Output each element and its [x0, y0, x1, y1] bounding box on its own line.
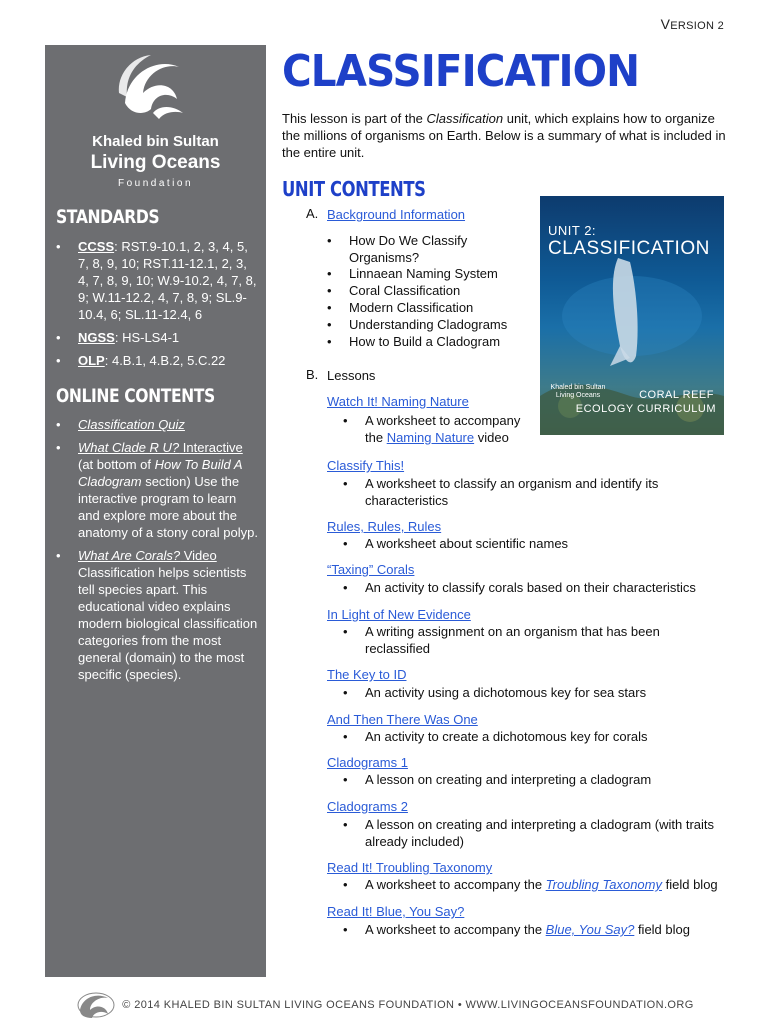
- logo-line2: Living Oceans: [90, 152, 221, 173]
- logo-line1: Khaled bin Sultan: [92, 133, 219, 150]
- ccss-text: : RST.9-10.1, 2, 3, 4, 5, 7, 8, 9, 10; RST.11-12.1, 2, 3, 4, 7, 8, 9, 10; W.9-10.2, 4, 7, 8, 9; W.11-12.2, 4, 7, 8, 9; SL.9-10.4, 6; SL.11-12.4, 6: [78, 239, 257, 322]
- lesson-desc-text: A writing assignment on an organism that has been reclassified: [365, 624, 660, 656]
- standard-ngss: [56, 329, 261, 346]
- standard-ccss: [56, 238, 261, 323]
- lesson-desc: • A worksheet to accompany the Blue, You Say? field blog: [343, 922, 690, 937]
- unit-cover-image: [540, 196, 724, 435]
- section-a-label: A.: [306, 206, 319, 221]
- background-item-text: Linnaean Naming System: [349, 266, 498, 281]
- lesson-desc: • A worksheet to accompany the Troubling Taxonomy field blog: [343, 877, 718, 892]
- troubling-taxonomy-link[interactable]: Troubling Taxonomy: [545, 877, 662, 892]
- section-b-label: B.: [306, 367, 319, 382]
- lessons-label: Lessons: [327, 368, 376, 383]
- lesson-desc-text: A lesson on creating and interpreting a cladogram (with traits already included): [365, 817, 715, 849]
- sidebar: [45, 45, 266, 977]
- blue-you-say-link[interactable]: Blue, You Say?: [545, 922, 635, 937]
- list-item: • Coral Classification: [327, 283, 461, 298]
- ccss-label[interactable]: CCSS: [78, 239, 115, 254]
- lesson-link-watch-it[interactable]: Watch It! Naming Nature: [327, 394, 469, 409]
- online-item-quiz: [56, 416, 261, 433]
- standards-list: [56, 238, 261, 375]
- lesson-desc-text: A worksheet to accompany the: [365, 877, 546, 892]
- clade-desc-2: section) Use the interactive program to learn and explore more about the anatomy of a stony coral polyp.: [78, 474, 258, 540]
- intro-paragraph: [282, 110, 727, 161]
- lesson-link-new-evidence[interactable]: In Light of New Evidence: [327, 607, 471, 622]
- corals-video-desc: Classification helps scientists tell species apart. This educational video explains modern biological classification categories from the most general (domain) to the most specific (species).: [78, 565, 258, 682]
- lesson-link-key-to-id[interactable]: The Key to ID: [327, 667, 407, 682]
- lesson-desc: • An activity to classify corals based on their characteristics: [343, 580, 696, 595]
- page-title: CLASSIFICATION: [282, 46, 640, 97]
- background-item-text: How Do We Classify Organisms?: [349, 233, 468, 265]
- lesson-link-troubling-taxonomy[interactable]: Read It! Troubling Taxonomy: [327, 860, 493, 875]
- list-item: • How Do We Classify Organisms?: [327, 233, 468, 265]
- standards-heading: STANDARDS: [56, 206, 160, 228]
- lesson-desc-text: A worksheet to classify an organism and identify its characteristics: [365, 476, 659, 508]
- interactive-label[interactable]: Interactive: [179, 440, 243, 455]
- background-info-link[interactable]: Background Information: [327, 207, 466, 222]
- list-item: • Understanding Cladograms: [327, 317, 508, 332]
- lesson-link-taxing-corals[interactable]: “Taxing” Corals: [327, 562, 415, 577]
- lesson-desc: • An activity using a dichotomous key for sea stars: [343, 685, 647, 700]
- lesson-desc-text-2: field blog: [662, 877, 718, 892]
- olp-label[interactable]: OLP: [78, 353, 105, 368]
- lesson-desc: • A lesson on creating and interpreting a cladogram: [343, 772, 652, 787]
- online-contents-list: [56, 416, 261, 689]
- lesson-desc-text: A worksheet to accompany the: [365, 922, 546, 937]
- olp-text: : 4.B.1, 4.B.2, 5.C.22: [104, 353, 226, 368]
- lesson-desc-text: An activity to classify corals based on their characteristics: [365, 580, 696, 595]
- cover-logo: Khaled bin Sultan Living Oceans: [550, 384, 606, 399]
- intro-italic: Classification: [426, 111, 504, 126]
- lesson-desc-text: A worksheet about scientific names: [365, 536, 569, 551]
- what-are-corals-link[interactable]: What Are Corals?: [78, 548, 181, 563]
- lesson-desc: • A worksheet to classify an organism and identify its characteristics: [343, 476, 659, 508]
- background-item-text: Modern Classification: [349, 300, 474, 315]
- lesson-desc: • An activity to create a dichotomous key for corals: [343, 729, 648, 744]
- lesson-desc: • A worksheet to accompany the Naming Nature video: [343, 413, 521, 445]
- footer-text: © 2014 KHALED BIN SULTAN LIVING OCEANS FOUNDATION • WWW.LIVINGOCEANSFOUNDATION.ORG: [122, 998, 694, 1011]
- lesson-link-rules[interactable]: Rules, Rules, Rules: [327, 519, 442, 534]
- background-item-text: How to Build a Cladogram: [349, 334, 501, 349]
- lesson-desc-text: A lesson on creating and interpreting a cladogram: [365, 772, 652, 787]
- cover-subtitle-1: CORAL REEF: [639, 389, 714, 401]
- naming-nature-link[interactable]: Naming Nature: [386, 430, 475, 445]
- lesson-link-blue-you-say[interactable]: Read It! Blue, You Say?: [327, 904, 465, 919]
- list-item: • How to Build a Cladogram: [327, 334, 501, 349]
- intro-part1: This lesson is part of the: [282, 111, 427, 126]
- logo-line3: Foundation: [117, 178, 194, 189]
- lesson-desc: • A worksheet about scientific names: [343, 536, 569, 551]
- footer-logo-icon: [76, 992, 116, 1018]
- cover-title: CLASSIFICATION: [548, 238, 710, 259]
- lesson-link-then-there-was-one[interactable]: And Then There Was One: [327, 712, 478, 727]
- online-item-clade: [56, 439, 261, 541]
- list-item: • Linnaean Naming System: [327, 266, 498, 281]
- page-footer: [0, 992, 770, 1018]
- standard-olp: [56, 352, 261, 369]
- clade-desc-italic: How To Build A Cladogram: [78, 457, 243, 489]
- lesson-desc-text-2: video: [474, 430, 509, 445]
- lesson-desc-text-2: field blog: [634, 922, 690, 937]
- lesson-link-cladograms-1[interactable]: Cladograms 1: [327, 755, 408, 770]
- version-rest: ERSION 2: [670, 20, 724, 32]
- ngss-label[interactable]: NGSS: [78, 330, 115, 345]
- ngss-text: : HS-LS4-1: [114, 330, 180, 345]
- version-label: [661, 16, 724, 32]
- version-first: V: [660, 16, 671, 32]
- lesson-desc-text: A worksheet to accompany the: [365, 413, 521, 445]
- wave-logo-icon: [117, 53, 195, 127]
- online-contents-heading: ONLINE CONTENTS: [56, 385, 215, 407]
- lesson-desc: • A writing assignment on an organism that has been reclassified: [343, 624, 660, 656]
- classification-quiz-link[interactable]: Classification Quiz: [78, 417, 185, 432]
- background-item-text: Coral Classification: [349, 283, 461, 298]
- lesson-link-cladograms-2[interactable]: Cladograms 2: [327, 799, 408, 814]
- intro-part2: unit, which explains how to organize the millions of organisms on Earth. Below is a summary of what is included in the entire unit.: [282, 111, 726, 160]
- clade-desc-1: (at bottom of: [78, 457, 155, 472]
- lesson-desc-text: An activity to create a dichotomous key for corals: [365, 729, 648, 744]
- lesson-desc: • A lesson on creating and interpreting a cladogram (with traits already included): [343, 817, 715, 849]
- lesson-link-classify-this[interactable]: Classify This!: [327, 458, 405, 473]
- video-label[interactable]: Video: [180, 548, 217, 563]
- unit-contents-heading: UNIT CONTENTS: [282, 177, 426, 201]
- background-item-text: Understanding Cladograms: [349, 317, 508, 332]
- cover-unit-label: UNIT 2:: [548, 223, 597, 238]
- lesson-desc-text: An activity using a dichotomous key for sea stars: [365, 685, 647, 700]
- list-item: • Modern Classification: [327, 300, 474, 315]
- what-clade-link[interactable]: What Clade R U?: [78, 440, 180, 455]
- online-item-corals-video: [56, 547, 261, 683]
- cover-subtitle-2: ECOLOGY CURRICULUM: [575, 403, 716, 415]
